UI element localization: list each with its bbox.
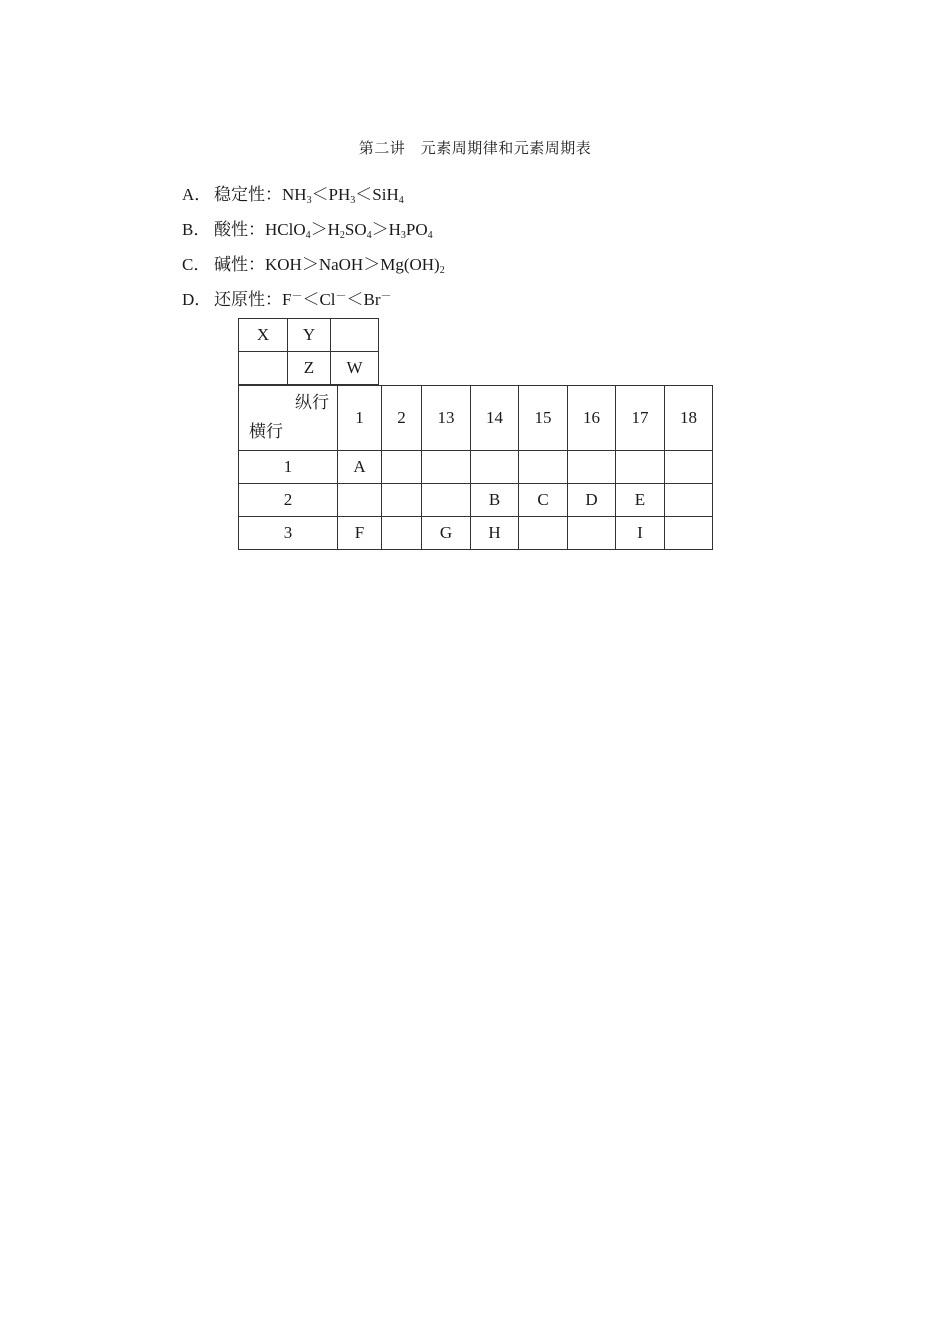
option-b-text: ＞H	[310, 220, 340, 239]
option-a	[182, 180, 404, 206]
table-cell	[568, 517, 616, 550]
superscript: －	[291, 290, 303, 302]
table-cell: W	[331, 352, 379, 385]
table-cell	[471, 451, 519, 484]
option-b-text: PO	[405, 220, 428, 239]
table-cell	[338, 484, 382, 517]
xyzw-table	[238, 318, 379, 385]
corner-top-label: 纵行	[295, 393, 329, 412]
table-cell: I	[616, 517, 665, 550]
column-header: 15	[519, 386, 568, 451]
option-b-label: B．	[182, 220, 211, 239]
column-header: 16	[568, 386, 616, 451]
table-row	[239, 319, 379, 352]
option-b-text: 酸性：HClO	[214, 220, 306, 239]
table-cell	[616, 451, 665, 484]
superscript: －	[335, 290, 347, 302]
option-a-label: A．	[182, 185, 212, 204]
table-cell: C	[519, 484, 568, 517]
option-b	[182, 215, 433, 241]
table-cell: G	[422, 517, 471, 550]
column-header: 2	[382, 386, 422, 451]
corner-header	[239, 386, 338, 451]
table-cell	[239, 352, 288, 385]
option-b-text: ＞H	[371, 220, 401, 239]
option-a-text: ＜PH	[311, 185, 351, 204]
table-cell: F	[338, 517, 382, 550]
table-cell	[422, 451, 471, 484]
table-cell	[665, 484, 713, 517]
table-cell: D	[568, 484, 616, 517]
table-cell: H	[471, 517, 519, 550]
subscript: 2	[339, 230, 345, 241]
option-a-text: 稳定性：NH	[214, 185, 307, 204]
table-cell	[665, 517, 713, 550]
superscript: －	[380, 290, 392, 302]
option-c-text: 碱性：KOH＞NaOH＞Mg(OH)	[214, 255, 440, 274]
column-header: 18	[665, 386, 713, 451]
option-d	[182, 285, 392, 310]
option-b-text: SO	[344, 220, 367, 239]
table-row	[239, 517, 713, 550]
option-d-text: 还原性：F	[214, 290, 292, 309]
table-row	[239, 352, 379, 385]
table-cell	[382, 484, 422, 517]
subscript: 4	[366, 230, 372, 241]
subscript: 3	[306, 195, 312, 206]
subscript: 3	[400, 230, 406, 241]
table-cell: Y	[288, 319, 331, 352]
table-cell	[519, 451, 568, 484]
table-cell: X	[239, 319, 288, 352]
table-cell	[382, 517, 422, 550]
table-cell: Z	[288, 352, 331, 385]
table-cell	[331, 319, 379, 352]
corner-bottom-label: 横行	[249, 422, 283, 441]
row-header: 1	[239, 451, 338, 484]
subscript: 2	[439, 265, 445, 276]
column-header: 17	[616, 386, 665, 451]
table-row	[239, 451, 713, 484]
table-cell: B	[471, 484, 519, 517]
page-title: 第二讲 元素周期律和元素周期表	[358, 141, 592, 157]
subscript: 4	[305, 230, 311, 241]
subscript: 3	[350, 195, 356, 206]
column-header: 14	[471, 386, 519, 451]
option-d-label: D．	[182, 290, 212, 309]
subscript: 4	[398, 195, 404, 206]
column-header: 13	[422, 386, 471, 451]
table-cell	[665, 451, 713, 484]
subscript: 4	[427, 230, 433, 241]
option-d-text: ＜Cl	[302, 290, 336, 309]
option-c	[182, 250, 445, 276]
row-header: 3	[239, 517, 338, 550]
table-cell	[568, 451, 616, 484]
column-header: 1	[338, 386, 382, 451]
table-cell: A	[338, 451, 382, 484]
table-cell	[382, 451, 422, 484]
table-row	[239, 484, 713, 517]
table-cell	[422, 484, 471, 517]
option-c-label: C．	[182, 255, 211, 274]
row-header: 2	[239, 484, 338, 517]
table-cell: E	[616, 484, 665, 517]
table-cell	[519, 517, 568, 550]
periodic-table	[238, 385, 713, 550]
table-header-row	[239, 386, 713, 451]
option-d-text: ＜Br	[346, 290, 381, 309]
option-a-text: ＜SiH	[355, 185, 399, 204]
